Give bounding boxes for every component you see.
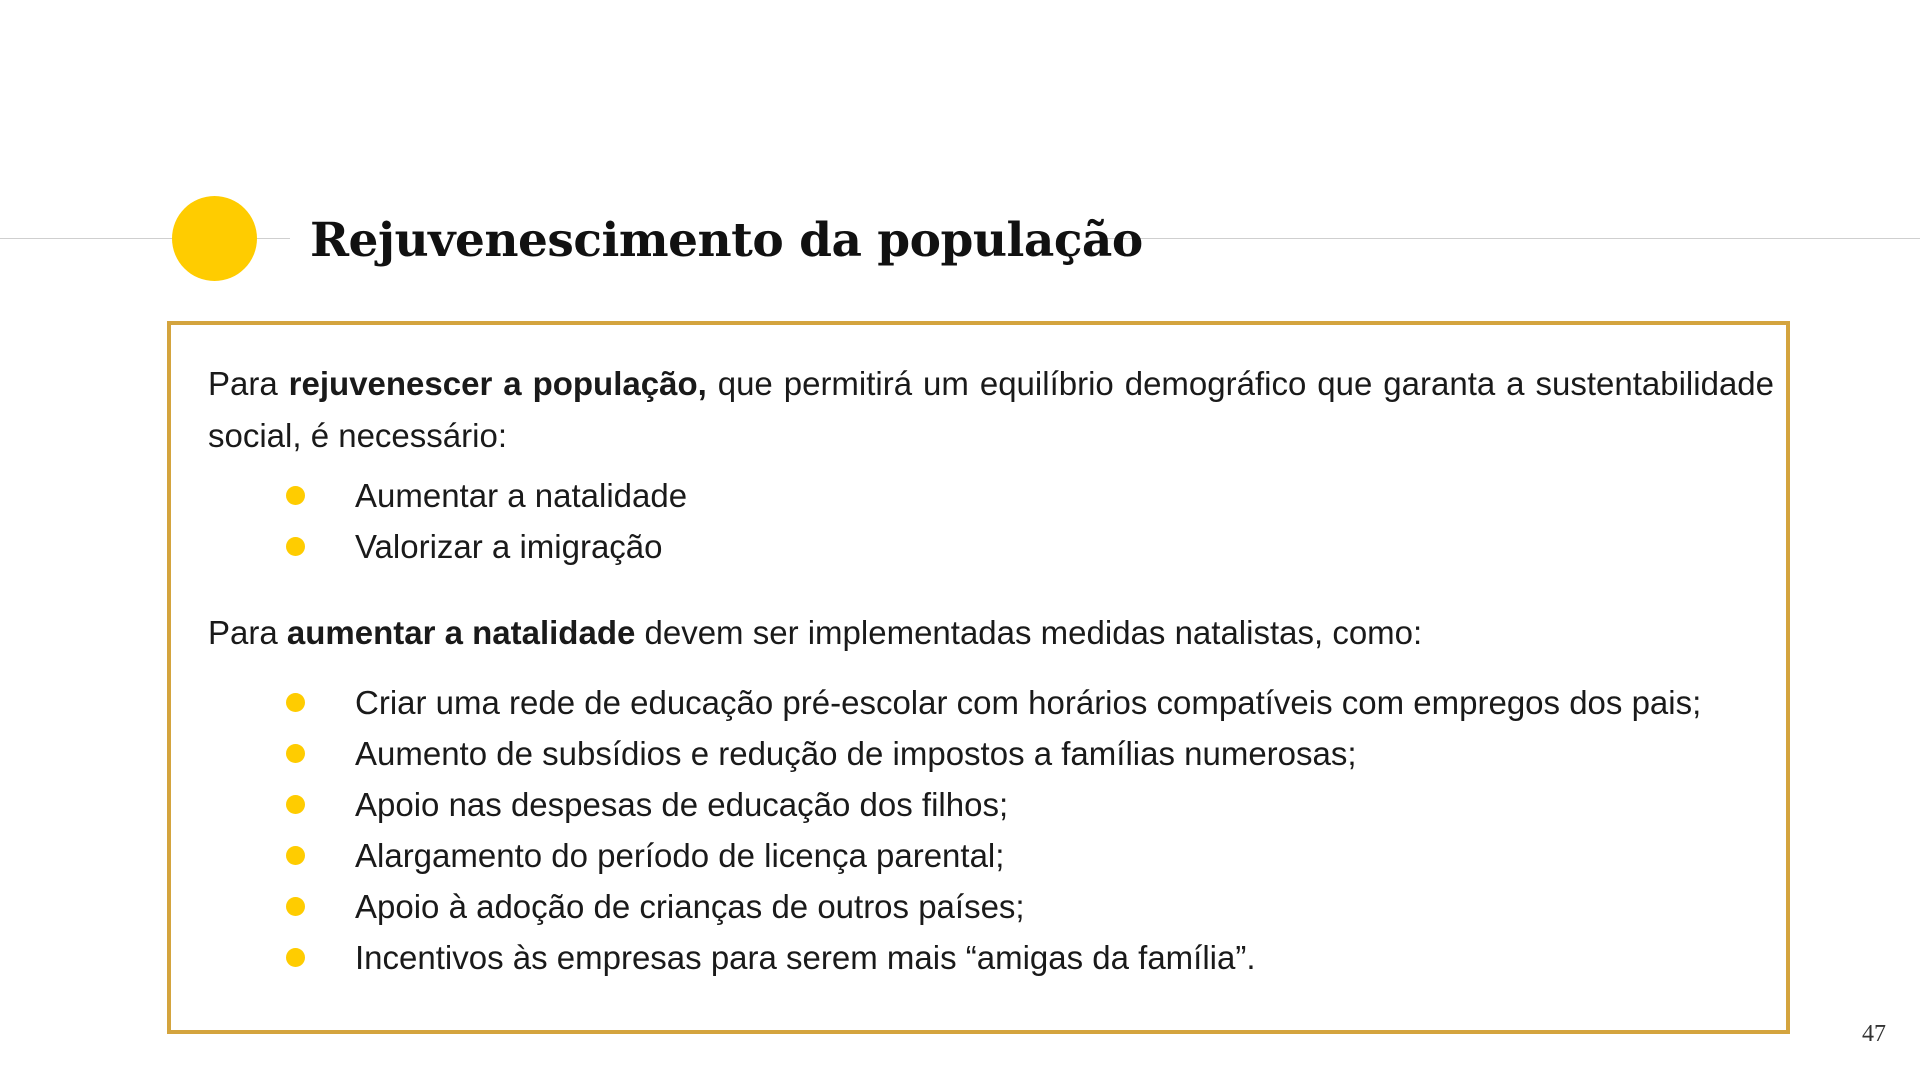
bullet-dot-icon bbox=[286, 744, 305, 763]
bullet-dot-icon bbox=[286, 795, 305, 814]
bullet-dot-icon bbox=[286, 486, 305, 505]
title-divider-right bbox=[1107, 238, 1920, 239]
list-item-text: Aumentar a natalidade bbox=[355, 477, 688, 514]
list-item-text: Apoio nas despesas de educação dos filhos; bbox=[355, 786, 1009, 823]
list-item bbox=[208, 470, 1778, 521]
bullet-dot-icon bbox=[286, 846, 305, 865]
list-item-text: Aumento de subsídios e redução de impostos a famílias numerosas; bbox=[355, 735, 1357, 772]
page-number: 47 bbox=[1862, 1021, 1886, 1047]
list-item bbox=[208, 677, 1778, 728]
content-body bbox=[208, 358, 1778, 983]
list-item bbox=[208, 779, 1778, 830]
bullet-dot-icon bbox=[286, 897, 305, 916]
intro-text-end: que permitirá um equilíbrio demográfico que garanta a sustentabilidade social, é necessário: bbox=[208, 365, 1775, 454]
list-item-text: Valorizar a imigração bbox=[355, 528, 663, 565]
intro-text-start: Para bbox=[208, 365, 289, 402]
slide-title: Rejuvenescimento da população bbox=[310, 213, 1143, 268]
list-item-text: Alargamento do período de licença parental; bbox=[355, 837, 1005, 874]
intro-bullet-list bbox=[208, 470, 1778, 572]
list-item bbox=[208, 881, 1778, 932]
bullet-dot-icon bbox=[286, 693, 305, 712]
list-item bbox=[208, 830, 1778, 881]
list-item bbox=[208, 521, 1778, 572]
title-circle-marker bbox=[172, 196, 257, 281]
natality-text-start: Para bbox=[208, 614, 287, 651]
natality-bold-text: aumentar a natalidade bbox=[286, 614, 636, 651]
list-item-text: Apoio à adoção de crianças de outros países; bbox=[355, 888, 1025, 925]
list-item-text: Incentivos às empresas para serem mais “amigas da família”. bbox=[355, 939, 1256, 976]
list-item bbox=[208, 932, 1778, 983]
natalist-measures-list bbox=[208, 677, 1778, 983]
list-item-text: Criar uma rede de educação pré-escolar com horários compatíveis com empregos dos pais; bbox=[355, 684, 1702, 721]
natality-text-end: devem ser implementadas medidas natalistas, como: bbox=[635, 614, 1423, 651]
natality-paragraph bbox=[208, 607, 1778, 659]
bullet-dot-icon bbox=[286, 537, 305, 556]
intro-bold-text: rejuvenescer a população, bbox=[288, 365, 707, 402]
list-item bbox=[208, 728, 1778, 779]
bullet-dot-icon bbox=[286, 948, 305, 967]
intro-paragraph bbox=[208, 358, 1774, 462]
